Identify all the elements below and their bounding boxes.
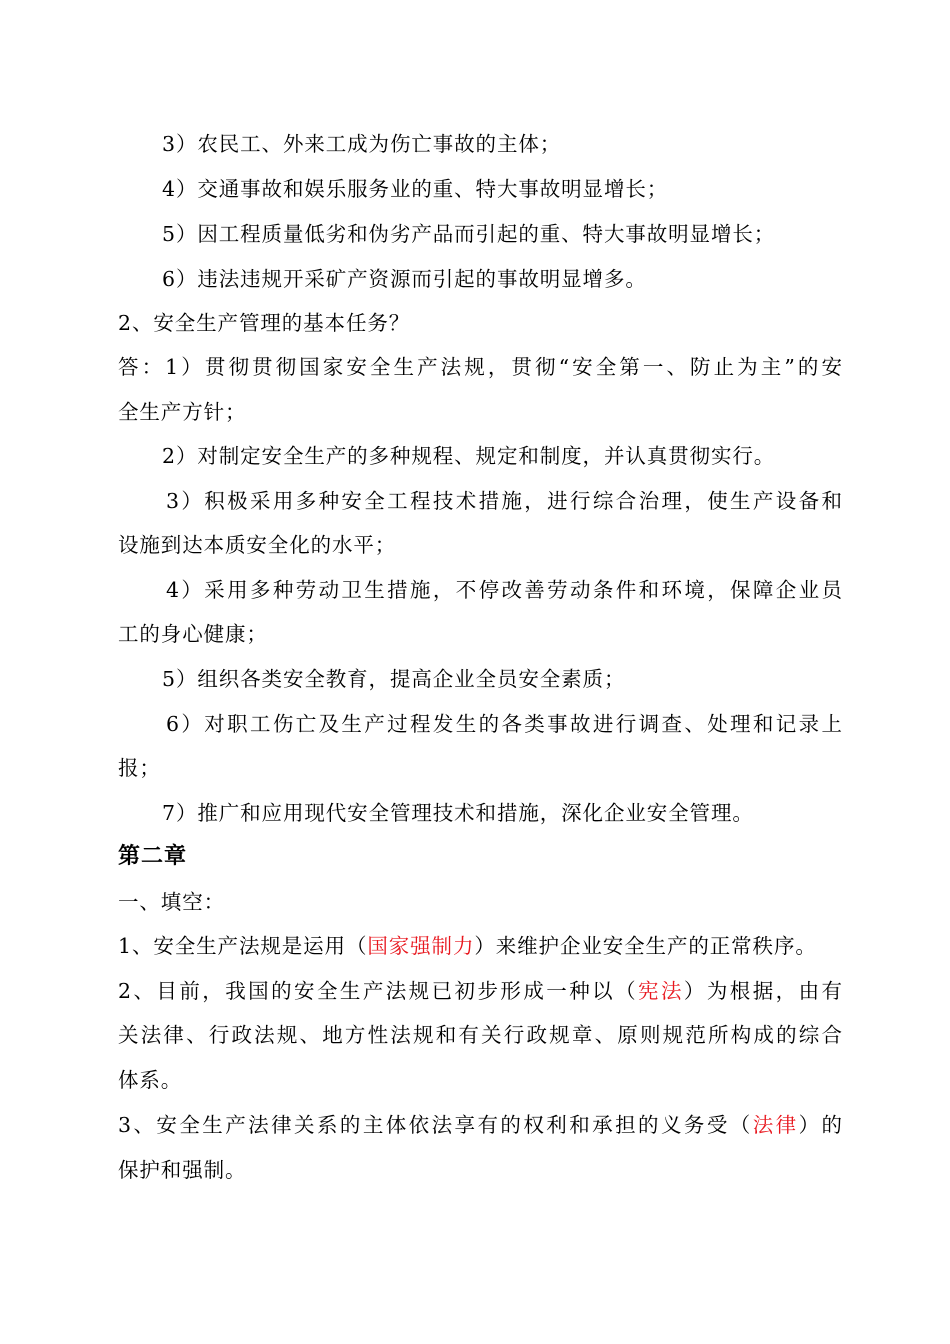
fill-in-2-cont: 体系。 <box>118 1068 183 1092</box>
fill-answer: 法律 <box>752 1113 799 1137</box>
section-title: 一、填空： <box>118 890 225 914</box>
fill-answer: 国家强制力 <box>367 934 475 958</box>
answer-line: 3）积极采用多种安全工程技术措施，进行综合治理，使生产设备和 <box>166 489 842 513</box>
answer-line: 4）采用多种劳动卫生措施，不停改善劳动条件和环境，保障企业员 <box>166 578 842 602</box>
fill-in-1 <box>118 931 842 961</box>
fill-in-3-cont: 保护和强制。 <box>118 1158 247 1182</box>
fill-in-2-cont: 关法律、行政法规、地方性法规和有关行政规章、原则规范所构成的综合 <box>118 1023 842 1047</box>
list-item: 6）违法违规开采矿产资源而引起的事故明显增多。 <box>162 267 647 291</box>
list-item: 3）农民工、外来工成为伤亡事故的主体； <box>162 132 562 156</box>
answer-line: 5）组织各类安全教育，提高企业全员安全素质； <box>162 667 626 691</box>
answer-line: 设施到达本质安全化的水平； <box>118 533 397 557</box>
fill-text: 3、安全生产法律关系的主体依法享有的权利和承担的义务受（ <box>118 1113 753 1137</box>
fill-in-2 <box>118 976 842 1006</box>
fill-text: 2、目前，我国的安全生产法规已初步形成一种以（ <box>118 979 639 1003</box>
answer-line: 2）对制定安全生产的多种规程、规定和制度，并认真贯彻实行。 <box>162 444 776 468</box>
answer-line: 工的身心健康； <box>118 622 268 646</box>
chapter-title: 第二章 <box>118 844 188 869</box>
fill-answer: 宪法 <box>638 979 684 1003</box>
fill-text: ）为根据，由有 <box>683 979 843 1003</box>
fill-in-3 <box>118 1110 842 1140</box>
answer-line: 报； <box>118 756 161 780</box>
answer-line: 全生产方针； <box>118 400 247 424</box>
list-item: 5）因工程质量低劣和伪劣产品而引起的重、特大事故明显增长； <box>162 222 776 246</box>
answer-line: 7）推广和应用现代安全管理技术和措施，深化企业安全管理。 <box>162 801 754 825</box>
question-2: 2、安全生产管理的基本任务？ <box>118 311 411 335</box>
fill-text: ）来维护企业安全生产的正常秩序。 <box>474 934 817 958</box>
fill-text: 1、安全生产法规是运用（ <box>118 934 368 958</box>
answer-line: 答：1）贯彻贯彻国家安全生产法规，贯彻“安全第一、防止为主”的安 <box>118 355 842 379</box>
fill-text: ）的 <box>798 1113 843 1137</box>
list-item: 4）交通事故和娱乐服务业的重、特大事故明显增长； <box>162 177 669 201</box>
answer-line: 6）对职工伤亡及生产过程发生的各类事故进行调查、处理和记录上 <box>166 712 842 736</box>
